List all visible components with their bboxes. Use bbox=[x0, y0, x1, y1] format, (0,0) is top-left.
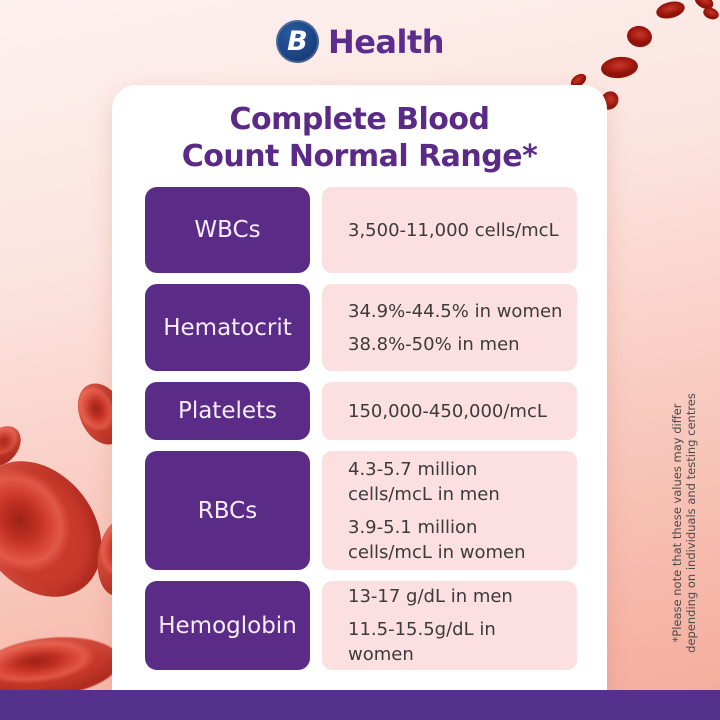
disclaimer-note bbox=[670, 373, 698, 673]
parameter-value: 4.3-5.7 million cells/mcL in men 3.9-5.1 million cells/mcL in women bbox=[322, 451, 577, 570]
brand-logo-letter: B bbox=[287, 26, 308, 57]
blood-cell-icon bbox=[654, 0, 686, 21]
brand-name: Health bbox=[327, 22, 445, 61]
parameter-value: 13-17 g/dL in men 11.5-15.5g/dL in women bbox=[322, 581, 577, 670]
card-title bbox=[122, 101, 597, 175]
table-row bbox=[145, 284, 577, 371]
parameter-label: Platelets bbox=[145, 382, 310, 440]
table-row bbox=[145, 581, 577, 670]
cbc-card bbox=[112, 85, 607, 690]
parameter-label: RBCs bbox=[145, 451, 310, 570]
disclaimer-line2: depending on individuals and testing centres bbox=[684, 393, 698, 653]
parameter-value: 150,000-450,000/mcL bbox=[322, 382, 577, 440]
parameter-label: Hemoglobin bbox=[145, 581, 310, 670]
disclaimer-line1: *Please note that these values may differ bbox=[670, 403, 684, 643]
parameter-label: WBCs bbox=[145, 187, 310, 273]
parameter-value: 3,500-11,000 cells/mcL bbox=[322, 187, 577, 273]
brand-logo bbox=[0, 20, 720, 63]
brand-logo-icon bbox=[276, 20, 319, 63]
bottom-bar bbox=[0, 690, 720, 720]
card-title-line1: Complete Blood bbox=[229, 102, 490, 137]
parameter-value: 34.9%-44.5% in women 38.8%-50% in men bbox=[322, 284, 577, 371]
table-row bbox=[145, 451, 577, 570]
table-row bbox=[145, 382, 577, 440]
cbc-table bbox=[145, 187, 577, 681]
card-title-line2: Count Normal Range* bbox=[181, 139, 538, 174]
table-row bbox=[145, 187, 577, 273]
parameter-label: Hematocrit bbox=[145, 284, 310, 371]
